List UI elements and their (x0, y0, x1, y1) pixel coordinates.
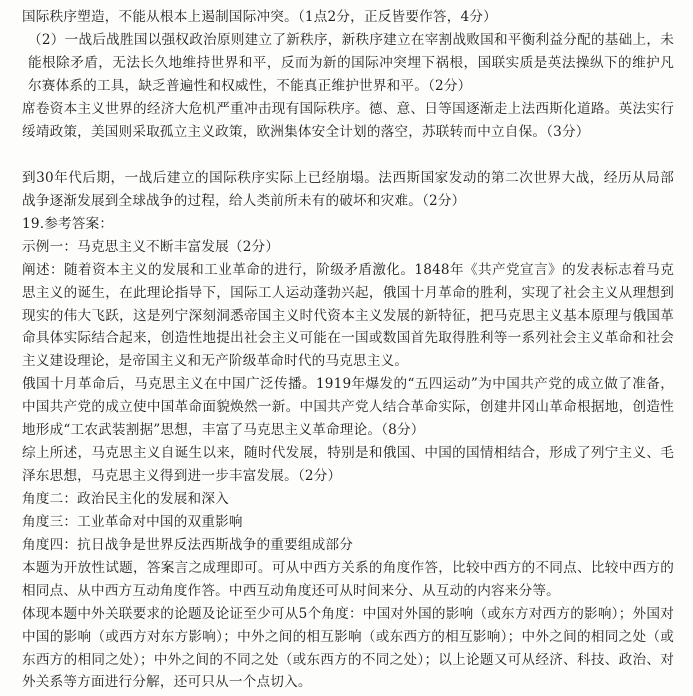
heading-example-1: 示例一：马克思主义不断丰富发展（2分） (22, 239, 280, 255)
paragraph-five-angles: 体现本题中外关联要求的论题及论证至少可从5个角度：中国对外国的影响（或东方对西方的影响）；外国对中国的影响（或西方对东方影响）；中外之间的相互影响（或东西方的相互影响）；中外之间的相同之处（或东西方的相同之处）；中外之间的不同之处（或东西方的不同之处）；以上论题又可从经济、科技、政治、对外关系等方面进行分解，还可只从一个点切入。 (22, 606, 674, 691)
paragraph-open-question-note: 本题为开放性试题，答案言之成理即可。可从中西方关系的角度作答，比较中西方的不同点、比较中西方的相同点、从中西方互动角度作答。中西互动角度还可从时间来分、从互动的内容来分等。 (22, 560, 674, 599)
paragraph-great-depression: 席卷资本主义世界的经济大危机严重冲击现有国际秩序。德、意、日等国逐渐走上法西斯化道路。英法实行绥靖政策，美国则采取孤立主义政策，欧洲集体安全计划的落空，苏联转而中立自保。（3分） (22, 101, 674, 140)
heading-angle-4: 角度四：抗日战争是世界反法西斯战争的重要组成部分 (22, 537, 354, 553)
paragraph-marxism-in-china: 俄国十月革命后，马克思主义在中国广泛传播。1919年爆发的“五四运动”为中国共产党的成立做了准备，中国共产党的成立使中国革命面貌焕然一新。中国共产党人结合革命实际，创建井冈山革命根据地，创造性地形成“工农武装割据”思想，丰富了马克思主义革命理论。（8分） (22, 376, 674, 438)
paragraph-1930s-collapse: 到30年代后期，一战后建立的国际秩序实际上已经崩塌。法西斯国家发动的第二次世界大战，经历从局部战争逐渐发展到全球战争的过程，给人类前所未有的破坏和灾难。（2分） (22, 170, 674, 209)
paragraph-summary: 综上所述，马克思主义自诞生以来，随时代发展，特别是和俄国、中国的国情相结合，形成了列宁主义、毛泽东思想，马克思主义得到进一步丰富发展。（2分） (22, 445, 674, 484)
paragraph-elaboration-marxism: 阐述：随着资本主义的发展和工业革命的进行，阶级矛盾激化。1848年《共产党宣言》的发表标志着马克思主义的诞生，在此理论指导下，国际工人运动蓬勃兴起，俄国十月革命的胜利，实现了社会主义从理想到现实的伟大飞跃，这是列宁深刻洞悉帝国主义时代资本主义发展的新特征，把马克思主义基本原理与俄国革命具体实际结合起来，创造性地提出社会主义可能在一国或数国首先取得胜利等一系列社会主义革命和社会主义建设理论，是帝国主义和无产阶级革命时代的马克思主义。 (22, 262, 674, 370)
heading-angle-3: 角度三：工业革命对中国的双重影响 (22, 514, 243, 530)
heading-angle-2: 角度二：政治民主化的发展和深入 (22, 491, 229, 507)
heading-question-19: 19.参考答案： (22, 216, 114, 232)
paragraph-intl-order-conclusion: 国际秩序塑造，不能从根本上遏制国际冲突。（1点2分，正反皆要作答，4分） (22, 9, 497, 25)
paragraph-part-2-versailles: （2）一战后战胜国以强权政治原则建立了新秩序，新秩序建立在宰割战败国和平衡利益分配的基础上，未能根除矛盾，无法长久地维持世界和平，反而为新的国际冲突埋下祸根，国联实质是英法操纵下的维护凡尔赛体系的工具，缺乏普遍性和权威性，不能真正维护世界和平。（2分） (28, 32, 674, 94)
